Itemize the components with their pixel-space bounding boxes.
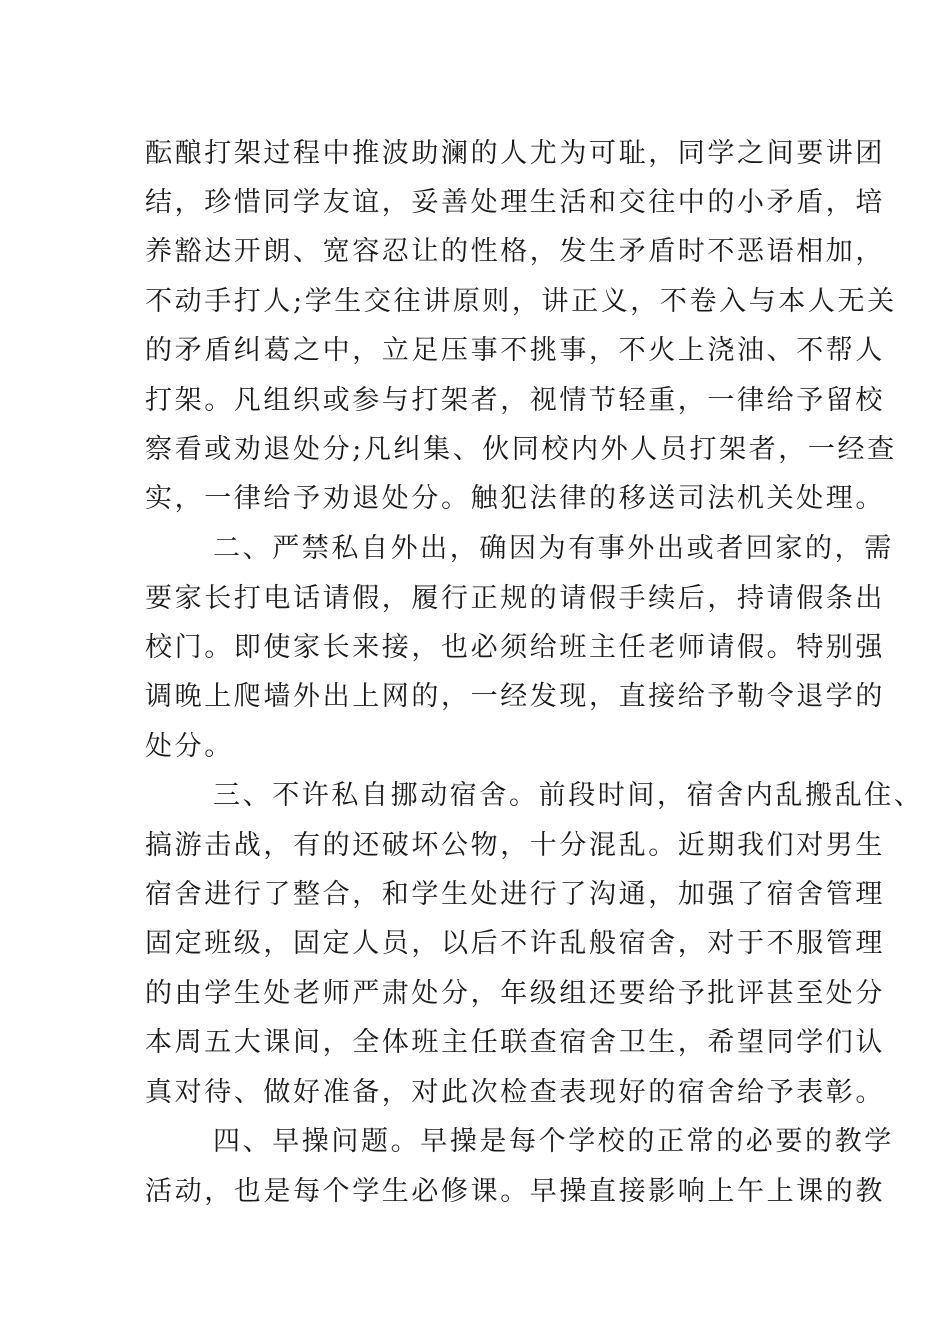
paragraph-start-line: 四、早操问题。早操是每个学校的正常的必要的教学 — [213, 1126, 894, 1157]
text-line: 固定班级，固定人员，以后不许乱般宿舍，对于不服管理 — [145, 928, 885, 959]
text-line: 校门。即使家长来接，也必须给班主任老师请假。特别强 — [145, 632, 885, 663]
text-line: 真对待、做好准备，对此次检查表现好的宿舍给予表彰。 — [145, 1077, 885, 1108]
text-line: 处分。 — [145, 731, 234, 762]
paragraph-start-line: 三、不许私自挪动宿舍。前段时间，宿舍内乱搬乱住、 — [213, 780, 924, 811]
text-line: 养豁达开朗、宽容忍让的性格，发生矛盾时不恶语相加， — [145, 236, 885, 267]
paragraph-start-line: 二、严禁私自外出，确因为有事外出或者回家的，需 — [213, 533, 894, 564]
text-line: 宿舍进行了整合，和学生处进行了沟通，加强了宿舍管理 — [145, 879, 885, 910]
text-line: 结，珍惜同学友谊，妥善处理生活和交往中的小矛盾，培 — [145, 187, 885, 218]
text-line: 察看或劝退处分;凡纠集、伙同校内外人员打架者，一经查 — [145, 434, 897, 465]
text-line: 酝酿打架过程中推波助澜的人尤为可耻，同学之间要讲团 — [145, 138, 885, 169]
text-line: 的矛盾纠葛之中，立足压事不挑事，不火上浇油、不帮人 — [145, 335, 885, 366]
text-line: 活动，也是每个学生必修课。早操直接影响上午上课的教 — [145, 1176, 885, 1207]
text-line: 实，一律给予劝退处分。触犯法律的移送司法机关处理。 — [145, 483, 885, 514]
text-line: 调晚上爬墙外出上网的，一经发现，直接给予勒令退学的 — [145, 681, 885, 712]
text-line: 打架。凡组织或参与打架者，视情节轻重，一律给予留校 — [145, 385, 885, 416]
text-line: 搞游击战，有的还破坏公物，十分混乱。近期我们对男生 — [145, 830, 885, 861]
text-line: 不动手打人;学生交往讲原则，讲正义，不卷入与本人无关 — [145, 286, 897, 317]
text-line: 的由学生处老师严肃处分，年级组还要给予批评甚至处分 — [145, 978, 885, 1009]
text-line: 要家长打电话请假，履行正规的请假手续后，持请假条出 — [145, 583, 885, 614]
text-line: 本周五大课间，全体班主任联查宿舍卫生，希望同学们认 — [145, 1027, 885, 1058]
